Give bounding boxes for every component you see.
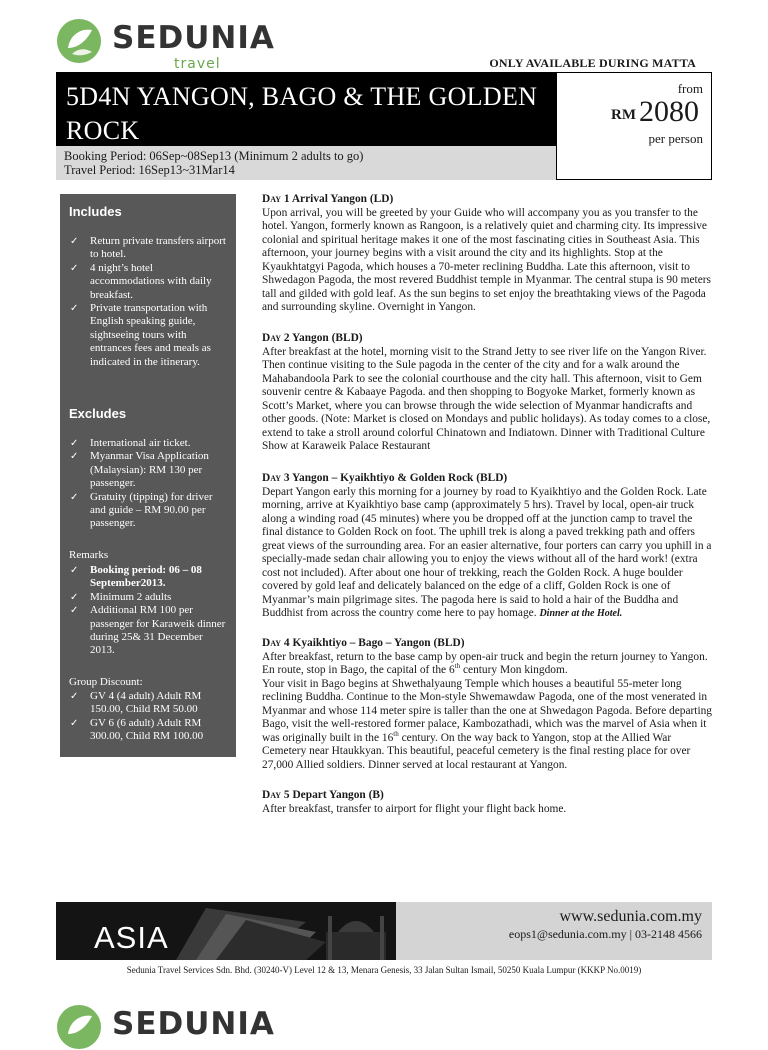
- day-2-section: [262, 332, 716, 454]
- day-1-section: [262, 193, 716, 315]
- day-3-dinner-note: Dinner at the Hotel.: [539, 608, 623, 619]
- period-band: [56, 146, 556, 180]
- sidebar: [60, 194, 236, 757]
- availability-note: ONLY AVAILABLE DURING MATTA: [489, 56, 696, 70]
- price-currency: RM: [611, 107, 636, 123]
- check-icon: ✓: [70, 605, 79, 617]
- website-link[interactable]: www.sedunia.com.my: [559, 908, 702, 925]
- check-icon: ✓: [70, 262, 79, 274]
- check-icon: ✓: [70, 491, 79, 503]
- day-1-text: Upon arrival, you will be greeted by your Guide who will accompany you as you transfer to the hotel. Yangon, formerly known as Rangoon, is a relatively quiet and charming city. Its impressive colonial and spiritual heritage makes it one of the most fascinating cities in Southeast Asia. This afternoon, your journey begins with a visit around the city and its highlights. Stop at the Kyaukhtatgyi Pagoda, which houses a 70-meter reclining Buddha. Late this afternoon, visit to Shwedagon Pagoda, the most revered Buddhist temple in Myanmar. The central stupa is 90 meters tall and gilded with gold leaf. As the sun begins to set enjoy the breathtaking views of the Pagoda and surrounding skyline. Overnight in Yangon.: [262, 206, 711, 313]
- day-2-heading: Day 2 Yangon (BLD): [262, 332, 363, 344]
- sedunia-logo-partial: [56, 1004, 316, 1042]
- check-icon: ✓: [70, 438, 79, 449]
- day-4-text: After breakfast, return to the base camp by open-air truck and begin the return journey to Yangon. En route, stop in Bago, the capital of the 6th century Mon kingdom. Your visit in Bago begins at Shwethalyaung Temple which houses a beautiful 55-meter long reclining Buddha. Continue to the Mon-style Shwemawdaw Pagoda, one of the most venerated in Myanmar and whose 114 meter spire is taller than the one at Shwedagon Pagoda. Before departing Bago, visit the well-restored former palace, Kambozathadi, which was the marvel of Asia when it was originally built in the 16th century. On the way back to Yangon, stop at the Allied War Cemetery near Htaukkyan. This beautiful, peaceful cemetery is the final resting place for over 27,000 Allied soldiers. Dinner served at local restaurant at Yangon.: [262, 650, 713, 771]
- day-4-section: [262, 637, 716, 772]
- check-icon: ✓: [70, 717, 79, 729]
- list-item: ✓ GV 4 (4 adult) Adult RM 150.00, Child RM 50.00: [70, 690, 202, 716]
- brand-sub: travel: [174, 56, 221, 72]
- price-amount: 2080: [639, 95, 699, 128]
- page-title: [66, 80, 546, 148]
- region-label: ASIA: [94, 920, 169, 955]
- day-1-heading: Day 1 Arrival Yangon (LD): [262, 193, 394, 205]
- title-line-1: 5D4N YANGON, BAGO & THE GOLDEN: [66, 82, 538, 111]
- check-icon: ✓: [70, 691, 79, 702]
- list-item: ✓ Return private transfers airport to hotel.: [70, 235, 226, 261]
- list-item: ✓ 4 night’s hotel accommodations with daily breakfast.: [70, 261, 212, 301]
- excludes-heading: Excludes: [69, 406, 127, 421]
- day-3-section: [262, 472, 716, 621]
- day-5-text: After breakfast, transfer to airport for flight your flight back home.: [262, 802, 567, 815]
- footer-banner: [56, 902, 712, 960]
- day-5-section: [262, 789, 716, 816]
- company-address: Sedunia Travel Services Sdn. Bhd. (30240-V) Level 12 & 13, Menara Genesis, 33 Jalan Sultan Ismail, 50250 Kuala Lumpur (KKKP No.0019): [126, 965, 642, 975]
- contact-info[interactable]: eops1@sedunia.com.my | 03-2148 4566: [508, 927, 702, 941]
- list-item: ✓ Minimum 2 adults: [70, 590, 172, 603]
- check-icon: ✓: [70, 236, 79, 247]
- day-5-heading: Day 5 Depart Yangon (B): [262, 789, 384, 801]
- day-3-text: Depart Yangon early this morning for a journey by road to Kyaikhtiyo and the Golden Rock. Late morning, arrive at Kyaikhtiyo base camp (approximately 5 hrs). Travel by local, open-air truck along a winding road (45 minutes) where you be dropped off at the junction camp to travel the final distance to Golden Rock on foot. The uphill trek is along a paved trekking path and offers great views of the surrounding area. For an easier alternative, four porters can carry you uphill in a specially-made sedan chair allowing you to enjoy the views without all of the hard work! (extra cost not included). After about one hour of trekking, reach the Golden Rock. A huge boulder covered by gold leaf and delicately balanced on the edge of a cliff, Golden Rock is one of Myanmar’s main pilgrimage sites. The pagoda here is said to hold a hair of the Buddha and Buddhist from across the country come here to pay homage. Dinner at the Hotel.: [262, 485, 712, 619]
- list-item: ✓ Myanmar Visa Application (Malaysian): RM 130 per passenger.: [70, 450, 209, 490]
- includes-heading: Includes: [69, 204, 122, 219]
- day-3-heading: Day 3 Yangon – Kyaikhtiyo & Golden Rock (BLD): [262, 472, 508, 484]
- remarks-list: [68, 564, 230, 658]
- title-band: [56, 72, 556, 146]
- day-2-text: After breakfast at the hotel, morning visit to the Strand Jetty to see river life on the Yangon River. Then continue visiting to the Sule pagoda in the center of the city and for a walk around the Mahabandoola Park to see the colonial courthouse and the city hall. This afternoon, visit to Gem souvenir centre & Kabaaye Pagoda. and then shopping to Bogyoke Market, formerly known as Scott’s Market, where you can browse through the wide selection of Myanmar handicrafts and other goods. (Note: Market is closed on Mondays and public holidays). As today comes to a close, extend to take a stroll around colorful Chinatown and Indiatown. Dinner with Traditional Culture Show at Karaweik Palace Restaurant: [262, 345, 711, 452]
- group-discount-heading: Group Discount:: [69, 676, 143, 688]
- check-icon: ✓: [70, 303, 79, 315]
- sedunia-logo: [56, 18, 286, 70]
- brand-name: SEDUNIA: [112, 20, 275, 56]
- excludes-list: [68, 437, 230, 531]
- list-item: ✓ Additional RM 100 per passenger for Karaweik dinner during 25& 31 December 2013.: [70, 604, 226, 657]
- list-item: ✓ GV 6 (6 adult) Adult RM 300.00, Child RM 100.00: [70, 716, 204, 743]
- leaf-logo-icon: [56, 18, 102, 64]
- title-line-2: ROCK: [66, 116, 140, 145]
- group-discount-list: [68, 690, 230, 744]
- price-box: [556, 72, 712, 180]
- travel-period: Travel Period: 16Sep13~31Mar14: [64, 163, 235, 177]
- leaf-logo-icon: [56, 1004, 102, 1050]
- check-icon: ✓: [70, 451, 79, 463]
- list-item: ✓ Gratuity (tipping) for driver and guide – RM 90.00 per passenger.: [70, 490, 213, 530]
- list-item: ✓ Private transportation with English speaking guide, sightseeing tours with entrances fees and meals as indicated in the itinerary.: [70, 302, 211, 368]
- booking-period: Booking Period: 06Sep~08Sep13 (Minimum 2 adults to go): [64, 149, 364, 163]
- price-per-person: per person: [648, 131, 703, 146]
- day-4-heading: Day 4 Kyaikhtiyo – Bago – Yangon (BLD): [262, 637, 465, 649]
- check-icon: ✓: [70, 591, 79, 603]
- price-from: from: [677, 81, 703, 96]
- includes-list: [68, 235, 230, 369]
- brand-name: SEDUNIA: [112, 1006, 275, 1042]
- list-item: ✓ International air ticket.: [70, 437, 191, 449]
- check-icon: ✓: [70, 565, 79, 576]
- remarks-heading: Remarks: [69, 549, 109, 561]
- list-item: ✓ Booking period: 06 – 08 September2013.: [70, 564, 202, 590]
